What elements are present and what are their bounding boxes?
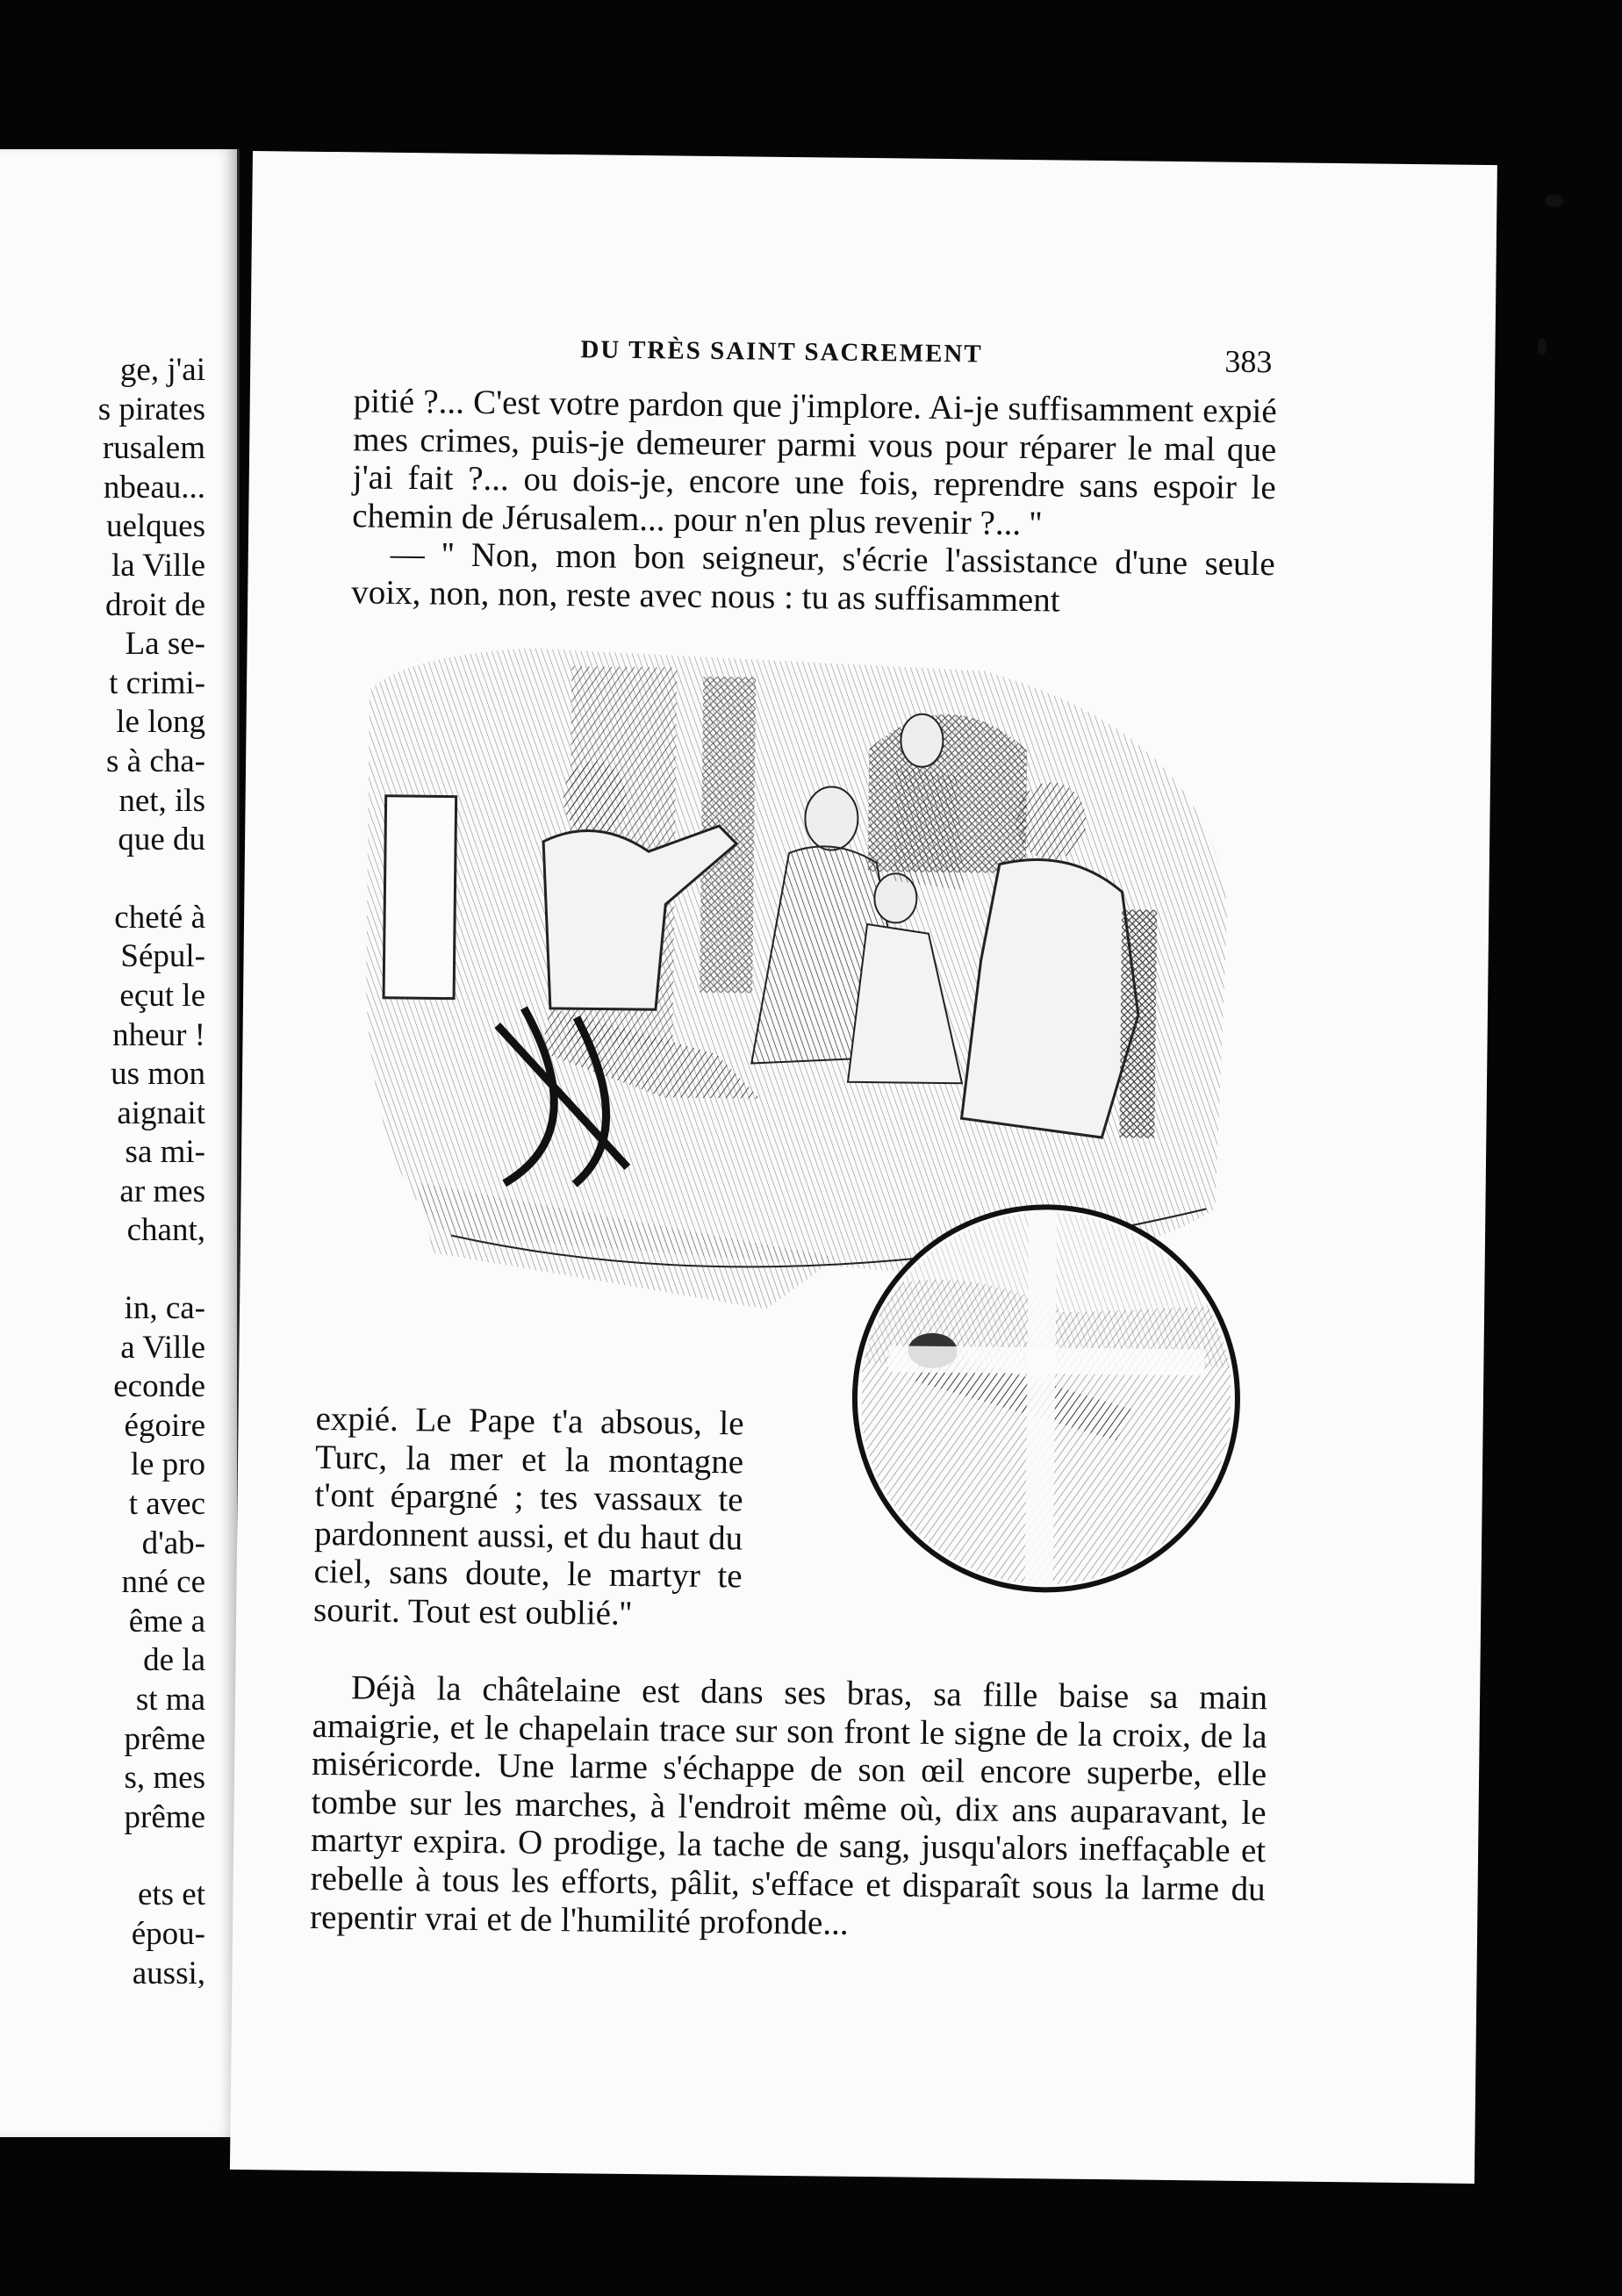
left-page-line: égoire	[124, 1407, 205, 1444]
left-page-line: nné ce	[121, 1564, 205, 1601]
left-page-line: le pro	[130, 1446, 205, 1483]
left-page-line: in, ca-	[124, 1290, 205, 1327]
left-page-line: s à cha-	[106, 743, 205, 779]
left-page-line: droit de	[104, 586, 205, 623]
text-block-wrapped	[313, 1400, 744, 1634]
left-page-line: la Ville	[111, 547, 205, 584]
left-page-line: prême	[124, 1720, 205, 1757]
left-page-line: que du	[118, 822, 205, 858]
scan-speck	[1538, 338, 1547, 355]
line-gap	[12, 860, 205, 899]
left-page-line: rusalem	[102, 430, 205, 467]
text-block-top	[351, 382, 1277, 621]
paragraph-3: expié. Le Pape t'a absous, le Turc, la mer et la montagne t'ont épargné ; tes vassaux te pardonnent aussi, et du haut du ciel, sans doute, le martyr te sourit. Tout est oublié.''	[312, 1399, 744, 1632]
left-page-line: s, mes	[124, 1760, 205, 1797]
left-page-line: uelques	[105, 508, 205, 545]
right-page	[230, 151, 1497, 2184]
paragraph-4: Déjà la châtelaine est dans ses bras, sa fille baise sa main amaigrie, et le chapelain trace sur son front le signe de la croix, de la miséricorde. Une larme s'échappe de son œil encore superbe, elle tombe sur les marches, à l'endroit même où, dix ans auparavant, le martyr expira. O prodige, la tache de sang, jusqu'alors ineffaçable et rebelle à tous les efforts, pâlit, s'efface et disparaît sous la larme du repentir vrai et de l'humilité profonde...	[309, 1668, 1268, 1942]
left-page-line: eçut le	[119, 977, 205, 1014]
left-page-line: de la	[143, 1642, 205, 1679]
left-page-line: s pirates	[97, 391, 205, 427]
line-gap	[12, 1251, 205, 1289]
left-page-line: ge, j'ai	[119, 352, 205, 388]
paragraph-1: pitié ?... C'est votre pardon que j'implore. Ai-je suffisamment expié mes crimes, puis-je demeurer parmi vous pour réparer le mal que j'ai fait ?... ou dois-je, encore une fois, reprendre sans espoir le chemin de Jérusalem... pour n'en plus revenir ?... ''	[352, 382, 1277, 543]
left-page-line: t crimi-	[109, 664, 205, 701]
left-page-line: aignait	[117, 1094, 205, 1131]
left-page-line: La se-	[125, 626, 205, 663]
left-page-line: st ma	[135, 1682, 205, 1718]
left-page-line: nbeau...	[103, 469, 205, 506]
left-page-line: ême a	[128, 1603, 205, 1639]
left-page-line: ar mes	[119, 1173, 205, 1209]
page-number: 383	[1224, 343, 1273, 380]
left-page-line: chant,	[126, 1212, 205, 1249]
left-page-line: d'ab-	[141, 1525, 205, 1561]
left-page-line: le long	[116, 704, 205, 741]
left-page-line: a Ville	[120, 1329, 205, 1366]
text-block-bottom	[310, 1668, 1267, 1947]
left-page-line: aussi,	[132, 1955, 205, 1991]
left-page	[0, 149, 240, 2137]
running-head: DU TRÈS SAINT SACREMENT	[580, 335, 983, 369]
left-page-line: cheté à	[114, 899, 205, 936]
left-page-line: ets et	[137, 1876, 205, 1913]
left-page-line: nheur !	[112, 1016, 205, 1053]
scan-speck	[1545, 195, 1564, 207]
left-page-line: épou-	[131, 1915, 205, 1952]
left-page-line: t avec	[128, 1486, 205, 1523]
left-page-line: net, ils	[118, 782, 205, 819]
left-page-line: sa mi-	[125, 1134, 205, 1171]
left-page-line: Sépul-	[120, 938, 205, 975]
left-page-line: econde	[113, 1368, 205, 1405]
left-page-line: us mon	[111, 1056, 205, 1093]
paragraph-2: — '' Non, mon bon seigneur, s'écrie l'assistance d'une seule voix, non, non, reste avec nous : tu as suffisamment	[351, 535, 1275, 620]
line-gap	[12, 1837, 205, 1876]
left-page-line: prême	[124, 1798, 205, 1835]
left-page-text	[12, 351, 205, 1993]
